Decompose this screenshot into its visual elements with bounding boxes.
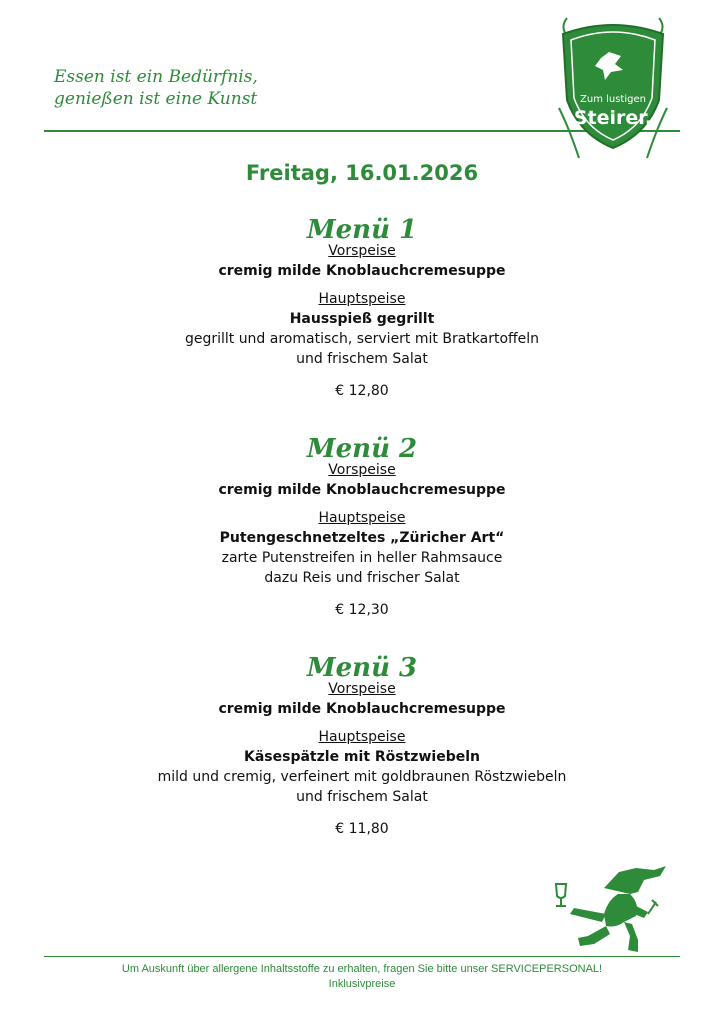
dish-description-1: zarte Putenstreifen in heller Rahmsauce — [221, 550, 503, 566]
menu-1 — [0, 216, 724, 401]
starter-label: Vorspeise — [328, 681, 396, 697]
main-dish: Käsespätzle mit Röstzwiebeln — [244, 749, 480, 765]
dish-description-2: und frischem Salat — [296, 789, 428, 805]
dish-description-2: und frischem Salat — [296, 351, 428, 367]
dish-description-1: mild und cremig, verfeinert mit goldbraunen Röstzwiebeln — [157, 769, 567, 785]
menu-2 — [0, 435, 724, 620]
menu-price: € 11,80 — [335, 821, 389, 837]
slogan-line-2: genießen ist eine Kunst — [54, 89, 258, 109]
main-label: Hauptspeise — [318, 510, 406, 526]
footer — [0, 962, 724, 992]
footer-divider — [44, 956, 680, 957]
starter-label: Vorspeise — [328, 243, 396, 259]
menu-title: Menü 1 — [306, 215, 418, 245]
slogan — [54, 66, 258, 110]
menu-3 — [0, 654, 724, 839]
mascot-illustration — [544, 858, 674, 958]
menu-title: Menü 2 — [306, 434, 418, 464]
starter-dish: cremig milde Knoblauchcremesuppe — [218, 263, 506, 279]
starter-dish: cremig milde Knoblauchcremesuppe — [218, 701, 506, 717]
dish-description-2: dazu Reis und frischer Salat — [264, 570, 460, 586]
slogan-line-1: Essen ist ein Bedürfnis, — [54, 67, 258, 87]
menu-title: Menü 3 — [306, 653, 418, 683]
main-dish: Putengeschnetzeltes „Züricher Art“ — [219, 530, 505, 546]
menu-date: Freitag, 16.01.2026 — [245, 161, 479, 185]
restaurant-logo — [549, 8, 677, 164]
starter-label: Vorspeise — [328, 462, 396, 478]
menu-price: € 12,30 — [335, 602, 389, 618]
logo-text-top: Zum lustigen — [580, 94, 646, 105]
main-label: Hauptspeise — [318, 291, 406, 307]
main-dish: Hausspieß gegrillt — [289, 311, 435, 327]
menu-price: € 12,80 — [335, 383, 389, 399]
logo-text-main: Steirer. — [573, 107, 653, 129]
starter-dish: cremig milde Knoblauchcremesuppe — [218, 482, 506, 498]
dish-description-1: gegrillt und aromatisch, serviert mit Bratkartoffeln — [184, 331, 540, 347]
allergen-notice: Um Auskunft über allergene Inhaltsstoffe zu erhalten, fragen Sie bitte unser SERVICEPERSONAL! — [121, 963, 603, 975]
price-note: Inklusivpreise — [328, 978, 396, 990]
main-label: Hauptspeise — [318, 729, 406, 745]
